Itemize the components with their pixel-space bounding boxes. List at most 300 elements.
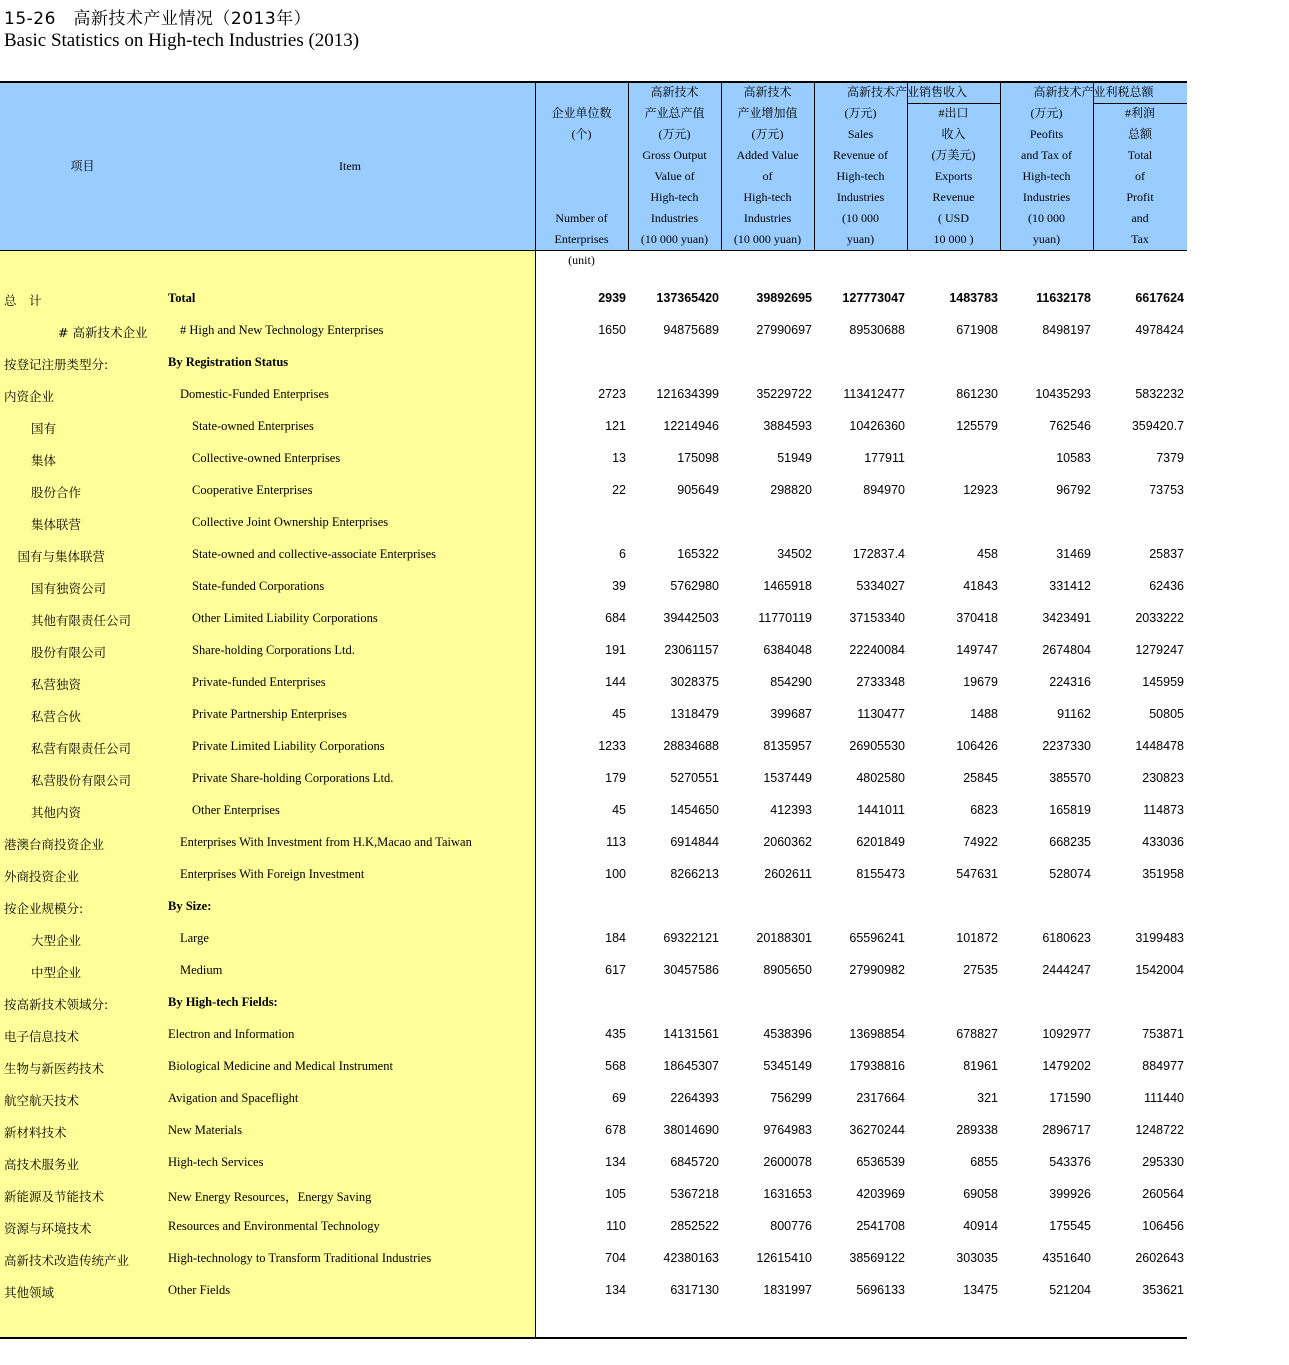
row-label-en: By Size:: [168, 899, 212, 913]
row-value: 30457586: [663, 963, 719, 977]
header-col3-line: Added Value: [736, 148, 799, 162]
table-row: [0, 763, 1187, 795]
row-value: 2723: [598, 387, 626, 401]
row-value: 2674804: [1042, 643, 1091, 657]
header-col7-line: 总额: [1127, 127, 1152, 141]
row-value: 39: [612, 579, 626, 593]
row-value: 19679: [963, 675, 998, 689]
table-row: [0, 1275, 1187, 1307]
row-value: 106426: [956, 739, 998, 753]
row-value: 224316: [1049, 675, 1091, 689]
bottom-rule: [0, 1337, 1187, 1339]
row-value: 6: [619, 547, 626, 561]
row-value: 5334027: [856, 579, 905, 593]
row-value: 8155473: [856, 867, 905, 881]
row-label-cn: 内资企业: [4, 389, 55, 404]
table-row: [0, 315, 1187, 347]
row-label-en: Enterprises With Foreign Investment: [180, 867, 365, 881]
row-value: 69: [612, 1091, 626, 1105]
table-row: [0, 507, 1187, 539]
header-col3-line: (万元): [751, 127, 784, 141]
row-value: 13475: [963, 1283, 998, 1297]
row-value: 617: [605, 963, 626, 977]
row-value: 149747: [956, 643, 998, 657]
header-col6-line: Industries: [1022, 190, 1071, 204]
header-col7-line: Total: [1127, 148, 1153, 162]
row-value: 144: [605, 675, 626, 689]
row-value: 113: [606, 835, 626, 849]
row-value: 101872: [956, 931, 998, 945]
table-row: [0, 731, 1187, 763]
row-value: 34502: [777, 547, 812, 561]
row-value: 2600078: [763, 1155, 812, 1169]
row-value: 7379: [1156, 451, 1184, 465]
row-value: 295330: [1142, 1155, 1184, 1169]
row-value: 10435293: [1035, 387, 1091, 401]
table-row: [0, 699, 1187, 731]
row-value: 521204: [1049, 1283, 1091, 1297]
row-value: 175545: [1049, 1219, 1091, 1233]
header-col3-line: (10 000 yuan): [733, 232, 802, 246]
header-col5-line: Exports: [934, 169, 973, 183]
row-value: 42380163: [663, 1251, 719, 1265]
row-value: 5345149: [763, 1059, 812, 1073]
row-value: 3028375: [670, 675, 719, 689]
row-value: 260564: [1142, 1187, 1184, 1201]
row-value: 134: [605, 1283, 626, 1297]
row-value: 5270551: [670, 771, 719, 785]
row-label-cn: 高技术服务业: [4, 1157, 80, 1172]
header-col4-line: Industries: [836, 190, 885, 204]
row-value: 2317664: [856, 1091, 905, 1105]
row-label-cn: 港澳台商投资企业: [4, 837, 105, 852]
row-value: 6845720: [670, 1155, 719, 1169]
row-label-en: Biological Medicine and Medical Instrument: [168, 1059, 393, 1073]
header-col3-line: High-tech: [743, 190, 792, 204]
row-value: 12615410: [756, 1251, 812, 1265]
row-value: 684: [605, 611, 626, 625]
row-value: 145959: [1142, 675, 1184, 689]
row-value: 165819: [1049, 803, 1091, 817]
table-row: [0, 635, 1187, 667]
row-value: 3423491: [1042, 611, 1091, 625]
row-value: 121634399: [656, 387, 719, 401]
table-row: [0, 411, 1187, 443]
row-value: 2541708: [856, 1219, 905, 1233]
table-row: [0, 955, 1187, 987]
row-value: 2033222: [1135, 611, 1184, 625]
row-label-en: Avigation and Spaceflight: [168, 1091, 299, 1105]
row-label-en: Collective-owned Enterprises: [192, 451, 341, 465]
row-value: 4978424: [1135, 323, 1184, 337]
row-value: 4203969: [856, 1187, 905, 1201]
row-value: 89530688: [849, 323, 905, 337]
row-label-en: Large: [180, 931, 209, 945]
header-col6-line: and Tax of: [1021, 148, 1072, 162]
row-value: 543376: [1049, 1155, 1091, 1169]
row-value: 412393: [770, 803, 812, 817]
row-value: 25845: [963, 771, 998, 785]
row-value: 2733348: [856, 675, 905, 689]
row-value: 800776: [770, 1219, 812, 1233]
row-value: 8905650: [763, 963, 812, 977]
row-label-en: New Energy Resources，Energy Saving: [168, 1190, 372, 1204]
row-value: 2444247: [1042, 963, 1091, 977]
row-value: 3884593: [763, 419, 812, 433]
row-value: 8498197: [1042, 323, 1091, 337]
row-value: 74922: [963, 835, 998, 849]
row-label-en: Other Limited Liability Corporations: [192, 611, 378, 625]
row-label-cn: 私营合伙: [31, 709, 82, 724]
row-value: 1479202: [1042, 1059, 1091, 1073]
row-value: 2237330: [1042, 739, 1091, 753]
row-value: 10426360: [849, 419, 905, 433]
row-value: 331412: [1049, 579, 1091, 593]
row-value: 399926: [1049, 1187, 1091, 1201]
row-value: 6914844: [670, 835, 719, 849]
header-item-en: Item: [339, 159, 361, 173]
header-col4-line: (万元): [844, 106, 877, 120]
row-value: 121: [605, 419, 626, 433]
header-col2-line: Gross Output: [642, 148, 707, 162]
row-value: 9764983: [763, 1123, 812, 1137]
row-label-cn: 资源与环境技术: [4, 1221, 92, 1236]
row-value: 36270244: [849, 1123, 905, 1137]
header-group-sales: 高新技术产业销售收入: [846, 85, 967, 99]
row-label-cn: 集体联营: [31, 517, 82, 532]
row-label-en: High-tech Services: [168, 1155, 264, 1169]
row-value: 6384048: [763, 643, 812, 657]
row-label-en: Resources and Environmental Technology: [168, 1219, 380, 1233]
table-row: [0, 1179, 1187, 1211]
row-label-en: State-funded Corporations: [192, 579, 325, 593]
table-row: [0, 1115, 1187, 1147]
row-label-cn: 其他有限责任公司: [31, 613, 132, 628]
row-value: 110: [606, 1219, 626, 1233]
row-value: 39892695: [756, 291, 812, 305]
row-value: 8266213: [670, 867, 719, 881]
row-value: 50805: [1149, 707, 1184, 721]
row-value: 5696133: [856, 1283, 905, 1297]
header-col3-line: 高新技术: [743, 85, 792, 99]
row-value: 230823: [1142, 771, 1184, 785]
row-label-en: Collective Joint Ownership Enterprises: [192, 515, 389, 529]
header-col7-line: of: [1135, 169, 1145, 183]
row-value: 12923: [963, 483, 998, 497]
row-label-cn: 国有: [31, 421, 57, 436]
row-value: 2852522: [670, 1219, 719, 1233]
row-value: 6180623: [1042, 931, 1091, 945]
row-value: 854290: [770, 675, 812, 689]
table-row: [0, 571, 1187, 603]
row-value: 6855: [970, 1155, 998, 1169]
table-row: [0, 923, 1187, 955]
row-label-cn: 私营独资: [31, 677, 82, 692]
row-value: 4351640: [1042, 1251, 1091, 1265]
header-col7-line: and: [1131, 211, 1149, 225]
row-value: 1483783: [949, 291, 998, 305]
table-row: [0, 827, 1187, 859]
row-value: 359420.7: [1131, 419, 1184, 433]
row-value: 38569122: [849, 1251, 905, 1265]
row-value: 5367218: [670, 1187, 719, 1201]
header-col2-line: (万元): [658, 127, 691, 141]
row-value: 1318479: [670, 707, 719, 721]
row-value: 289338: [956, 1123, 998, 1137]
row-value: 1488: [970, 707, 998, 721]
table-row: [0, 603, 1187, 635]
row-label-en: Private-funded Enterprises: [192, 675, 326, 689]
row-value: 385570: [1049, 771, 1091, 785]
row-value: 756299: [770, 1091, 812, 1105]
row-value: 96792: [1056, 483, 1091, 497]
row-value: 2060362: [763, 835, 812, 849]
row-value: 1537449: [763, 771, 812, 785]
row-value: 18645307: [663, 1059, 719, 1073]
row-value: 31469: [1056, 547, 1091, 561]
row-label-cn: 国有独资公司: [31, 581, 107, 596]
header-col6-line: High-tech: [1022, 169, 1071, 183]
table-row: [0, 667, 1187, 699]
row-label-cn: 私营股份有限公司: [31, 773, 132, 788]
header-col1-line: Number of: [555, 211, 608, 225]
row-value: 8135957: [763, 739, 812, 753]
row-label-en: Other Enterprises: [192, 803, 280, 817]
table-row: [0, 347, 1187, 379]
table-row: [0, 283, 1187, 315]
row-value: 861230: [956, 387, 998, 401]
row-value: 2602643: [1135, 1251, 1184, 1265]
row-value: 2602611: [764, 867, 812, 881]
header-col5-line: 收入: [941, 127, 966, 141]
row-value: 37153340: [849, 611, 905, 625]
row-value: 704: [605, 1251, 626, 1265]
row-value: 1448478: [1135, 739, 1184, 753]
row-value: 175098: [677, 451, 719, 465]
row-value: 671908: [956, 323, 998, 337]
header-col3-line: Industries: [743, 211, 792, 225]
row-value: 5762980: [670, 579, 719, 593]
row-label-cn: 总 计: [4, 293, 42, 308]
row-value: 1542004: [1135, 963, 1184, 977]
row-value: 62436: [1149, 579, 1184, 593]
row-label-cn: 按高新技术领域分:: [4, 997, 109, 1012]
row-value: 14131561: [663, 1027, 719, 1041]
row-label-en: Electron and Information: [168, 1027, 295, 1041]
row-value: 38014690: [663, 1123, 719, 1137]
row-value: 45: [612, 707, 626, 721]
header-group-profit-tax: 高新技术产业利税总额: [1033, 85, 1154, 99]
table-row: [0, 987, 1187, 1019]
row-value: 94875689: [663, 323, 719, 337]
row-value: 303035: [956, 1251, 998, 1265]
row-value: 353621: [1142, 1283, 1184, 1297]
row-value: 3199483: [1135, 931, 1184, 945]
row-label-cn: 其他领域: [4, 1285, 55, 1300]
row-value: 762546: [1049, 419, 1091, 433]
row-label-en: Cooperative Enterprises: [192, 483, 313, 497]
row-label-en: Total: [168, 291, 196, 305]
row-value: 23061157: [664, 643, 719, 657]
row-value: 184: [605, 931, 626, 945]
row-value: 171590: [1049, 1091, 1091, 1105]
row-value: 20188301: [756, 931, 812, 945]
row-label-cn: 集体: [31, 453, 57, 468]
row-value: 137365420: [656, 291, 719, 305]
row-value: 668235: [1049, 835, 1091, 849]
row-value: 4802580: [856, 771, 905, 785]
table-header: [0, 83, 1187, 267]
row-value: 27535: [963, 963, 998, 977]
row-value: 17938816: [849, 1059, 905, 1073]
row-value: 35229722: [756, 387, 812, 401]
table-row: [0, 1211, 1187, 1243]
row-value: 528074: [1049, 867, 1091, 881]
header-col4-line: Revenue of: [833, 148, 888, 162]
row-label-en: By Registration Status: [168, 355, 289, 369]
row-value: 27990697: [756, 323, 812, 337]
row-label-cn: 股份有限公司: [31, 645, 107, 660]
header-col5-line: #出口: [938, 106, 969, 120]
row-label-cn: 生物与新医药技术: [4, 1061, 105, 1076]
row-value: 753871: [1142, 1027, 1184, 1041]
row-value: 399687: [770, 707, 812, 721]
row-value: 547631: [956, 867, 998, 881]
row-label-en: Private Partnership Enterprises: [192, 707, 347, 721]
row-value: 6536539: [856, 1155, 905, 1169]
row-value: 433036: [1142, 835, 1184, 849]
row-label-en: High-technology to Transform Traditional Industries: [168, 1251, 432, 1265]
row-value: 172837.4: [852, 547, 905, 561]
row-label-cn: 新材料技术: [4, 1125, 67, 1140]
header-col6-line: (10 000: [1028, 211, 1065, 225]
row-value: 91162: [1057, 707, 1091, 721]
header-col2-line: Value of: [654, 169, 695, 183]
row-label-en: State-owned and collective-associate Enterprises: [192, 547, 437, 561]
row-label-cn: 新能源及节能技术: [4, 1189, 105, 1204]
row-value: 321: [977, 1091, 998, 1105]
row-label-cn: 电子信息技术: [4, 1029, 80, 1044]
table-row: [0, 795, 1187, 827]
header-col1-line: Enterprises: [554, 232, 609, 246]
header-col5-line: Revenue: [932, 190, 975, 204]
header-col1-line: 企业单位数: [551, 106, 612, 120]
row-value: 69322121: [663, 931, 719, 945]
row-value: 5832232: [1135, 387, 1184, 401]
row-value: 370418: [956, 611, 998, 625]
row-value: 165322: [677, 547, 719, 561]
row-value: 894970: [863, 483, 905, 497]
row-value: 1465918: [763, 579, 812, 593]
row-value: 6823: [970, 803, 998, 817]
row-value: 105: [605, 1187, 626, 1201]
row-value: 11770119: [758, 611, 812, 625]
row-value: 1441011: [857, 803, 905, 817]
table-row: [0, 475, 1187, 507]
row-label-en: Medium: [180, 963, 223, 977]
row-value: 26905530: [849, 739, 905, 753]
row-value: 298820: [770, 483, 812, 497]
header-col4-line: Sales: [847, 127, 874, 141]
table-row: [0, 859, 1187, 891]
row-value: 27990982: [849, 963, 905, 977]
table-row: [0, 443, 1187, 475]
row-label-en: # High and New Technology Enterprises: [180, 323, 384, 337]
header-col2-line: 高新技术: [650, 85, 699, 99]
header-col5-line: ( USD: [937, 211, 969, 225]
header-col4-line: yuan): [846, 232, 875, 246]
row-value: 127773047: [842, 291, 905, 305]
header-col4-line: High-tech: [836, 169, 885, 183]
row-value: 1233: [598, 739, 626, 753]
header-col2-line: Industries: [650, 211, 699, 225]
header-item-cn: 项目: [70, 159, 95, 173]
row-value: 678: [605, 1123, 626, 1137]
row-label-cn: 其他内资: [31, 805, 82, 820]
row-value: 22: [612, 483, 626, 497]
row-value: 10583: [1056, 451, 1091, 465]
row-value: 40914: [963, 1219, 998, 1233]
row-value: 22240084: [849, 643, 905, 657]
row-value: 69058: [963, 1187, 998, 1201]
table-title-chinese: 15-26 高新技术产业情况（2013年）: [4, 9, 312, 29]
header-col7-line: #利润: [1124, 106, 1155, 120]
row-value: 4538396: [763, 1027, 812, 1041]
row-value: 2896717: [1042, 1123, 1091, 1137]
row-value: 1631653: [763, 1187, 812, 1201]
row-label-en: Enterprises With Investment from H.K,Macao and Taiwan: [180, 835, 472, 849]
row-value: 113412477: [843, 387, 905, 401]
row-value: 13698854: [849, 1027, 905, 1041]
row-value: 6617624: [1135, 291, 1184, 305]
row-value: 25837: [1149, 547, 1184, 561]
row-value: 100: [605, 867, 626, 881]
header-col3-line: of: [762, 169, 773, 183]
row-value: 41843: [963, 579, 998, 593]
header-col2-line: 产业总产值: [644, 106, 705, 120]
row-value: 134: [605, 1155, 626, 1169]
table-row: [0, 1243, 1187, 1275]
table-title-english: Basic Statistics on High-tech Industries (2013): [4, 30, 360, 51]
row-value: 905649: [677, 483, 719, 497]
row-value: 125579: [956, 419, 998, 433]
row-value: 12214946: [663, 419, 719, 433]
header-col6-line: Peofits: [1029, 127, 1064, 141]
row-value: 1279247: [1135, 643, 1184, 657]
row-label-en: By High-tech Fields:: [168, 995, 278, 1009]
table-row: [0, 1147, 1187, 1179]
row-value: 111440: [1144, 1091, 1184, 1105]
row-label-cn: 航空航天技术: [4, 1093, 80, 1108]
row-value: 11632178: [1036, 291, 1091, 305]
row-value: 6201849: [856, 835, 905, 849]
row-value: 45: [612, 803, 626, 817]
row-value: 1130477: [857, 707, 905, 721]
row-value: 114873: [1143, 803, 1184, 817]
row-label-cn: 按登记注册类型分:: [4, 357, 109, 372]
header-col2-line: High-tech: [650, 190, 699, 204]
row-value: 458: [977, 547, 998, 561]
row-value: 28834688: [663, 739, 719, 753]
row-value: 884977: [1142, 1059, 1184, 1073]
row-value: 6317130: [670, 1283, 719, 1297]
row-label-cn: 外商投资企业: [4, 869, 80, 884]
header-col5-line: (万美元): [931, 148, 976, 162]
row-value: 73753: [1149, 483, 1184, 497]
row-label-cn: # 高新技术企业: [58, 325, 148, 340]
row-value: 568: [605, 1059, 626, 1073]
row-label-cn: 大型企业: [31, 933, 82, 948]
